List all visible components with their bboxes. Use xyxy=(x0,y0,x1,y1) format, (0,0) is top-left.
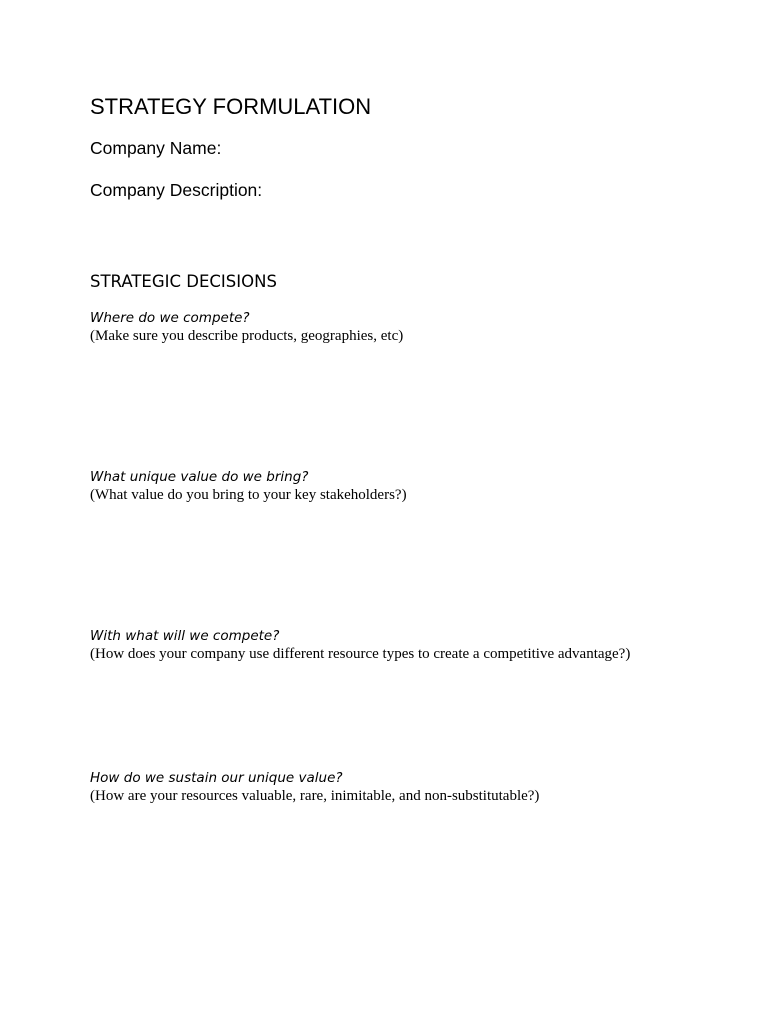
section-heading-strategic-decisions: STRATEGIC DECISIONS xyxy=(90,272,277,291)
question-sustain-value: How do we sustain our unique value? xyxy=(90,770,343,786)
company-description-label: Company Description: xyxy=(90,180,263,200)
page-title: STRATEGY FORMULATION xyxy=(90,94,372,119)
hint-unique-value: (What value do you bring to your key stakeholders?) xyxy=(90,487,407,503)
company-name-label: Company Name: xyxy=(90,138,222,158)
hint-sustain-value: (How are your resources valuable, rare, inimitable, and non-substitutable?) xyxy=(90,788,540,804)
hint-where-compete: (Make sure you describe products, geographies, etc) xyxy=(90,328,404,344)
question-where-compete: Where do we compete? xyxy=(90,310,250,326)
hint-compete-with: (How does your company use different resource types to create a competitive advantage?) xyxy=(90,646,631,662)
question-compete-with: With what will we compete? xyxy=(90,628,280,644)
question-unique-value: What unique value do we bring? xyxy=(90,469,309,485)
